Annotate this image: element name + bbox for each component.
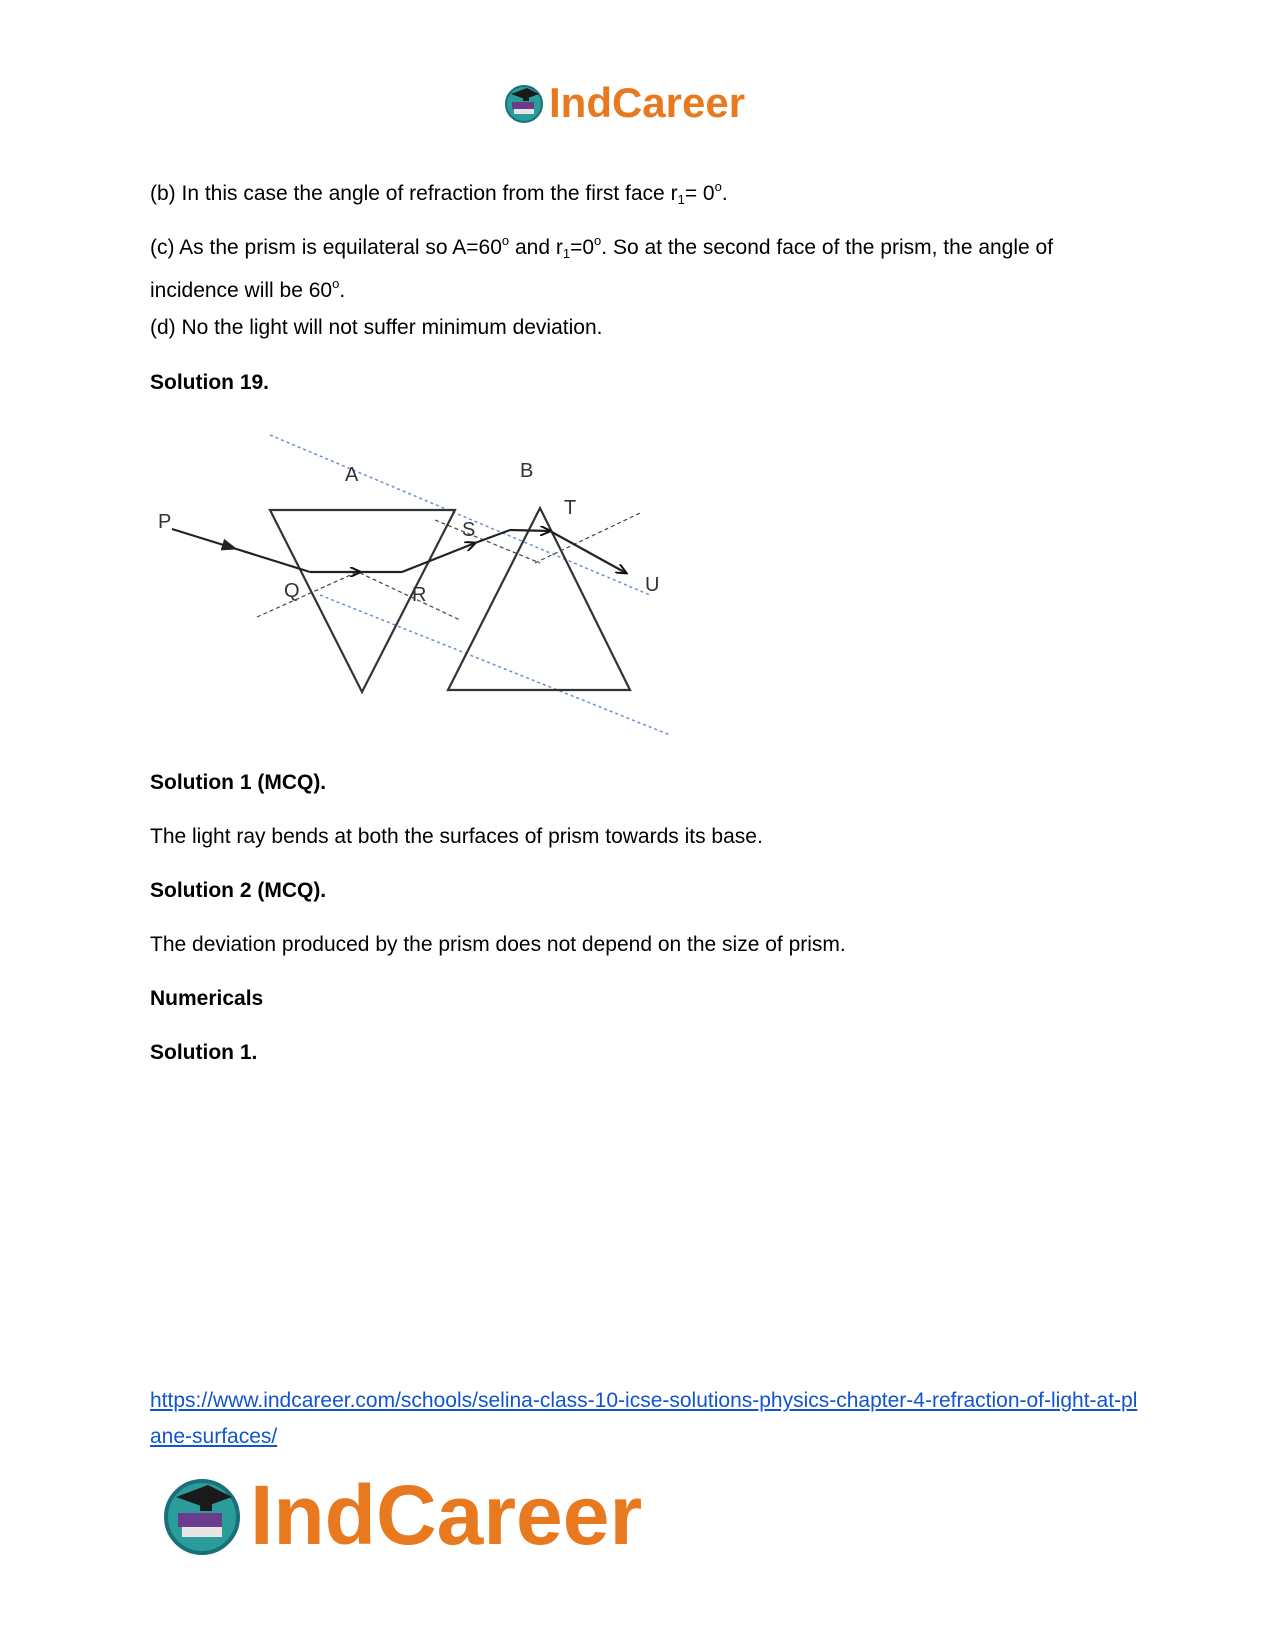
solution-19-heading: Solution 19. <box>150 371 270 394</box>
logo-globe-icon <box>503 82 545 124</box>
paragraph-b-text: (b) In this case the angle of refraction from the first face r <box>150 182 678 205</box>
paragraph-d: (d) No the light will not suffer minimum deviation. <box>150 316 603 339</box>
paragraph-b-text-mid: = 0 <box>684 182 715 205</box>
prism-diagram <box>150 425 710 745</box>
incident-ray <box>172 529 230 547</box>
footer-logo <box>160 1470 642 1560</box>
source-url-link[interactable]: https://www.indcareer.com/schools/selina-class-10-icse-solutions-physics-chapter-4-refraction-of-light-at-plane-surfaces/ <box>150 1389 1138 1448</box>
mcq1-text: The light ray bends at both the surfaces of prism towards its base. <box>150 825 763 848</box>
degree-symbol: o <box>714 179 722 194</box>
logo-globe-icon <box>160 1473 244 1557</box>
ray-inside-prism-b <box>510 530 550 531</box>
header-logo-text: IndCareer <box>549 79 746 126</box>
paragraph-c <box>150 226 1135 306</box>
ray-p-to-q <box>230 547 310 572</box>
ray-r-to-s <box>402 543 475 572</box>
degree-symbol: o <box>332 276 340 291</box>
paragraph-b-text-end: . <box>721 182 728 205</box>
mcq2-text: The deviation produced by the prism does not depend on the size of prism. <box>150 933 846 956</box>
label-q: Q <box>284 580 300 602</box>
label-r: R <box>412 584 427 606</box>
mcq2-heading: Solution 2 (MCQ). <box>150 879 327 902</box>
label-u: U <box>645 574 660 596</box>
label-b: B <box>520 460 534 482</box>
solution-1-heading: Solution 1. <box>150 1041 258 1064</box>
numericals-heading: Numericals <box>150 987 264 1010</box>
footer-logo-text: IndCareer <box>250 1468 643 1562</box>
mcq1-heading: Solution 1 (MCQ). <box>150 771 327 794</box>
label-t: T <box>564 497 577 519</box>
subscript: 1 <box>562 246 571 261</box>
paragraph-c-text-4: . So at the second face of the prism, the angle of incidence will be 60 <box>150 236 1054 302</box>
label-a: A <box>345 464 359 486</box>
subscript: 1 <box>677 192 685 207</box>
ray-s-to-prism <box>475 530 510 543</box>
paragraph-c-text-3: =0 <box>570 236 595 259</box>
normal-line-t <box>535 513 640 563</box>
paragraph-b <box>150 172 1135 215</box>
label-p: P <box>158 511 172 533</box>
degree-symbol: o <box>501 233 510 248</box>
header-logo <box>503 78 745 128</box>
paragraph-c-text-5: . <box>339 279 346 302</box>
label-s: S <box>462 519 476 541</box>
paragraph-c-text-1: (c) As the prism is equilateral so A=60 <box>150 236 502 259</box>
degree-symbol: o <box>594 233 602 248</box>
paragraph-c-text-2: and r <box>509 236 563 259</box>
